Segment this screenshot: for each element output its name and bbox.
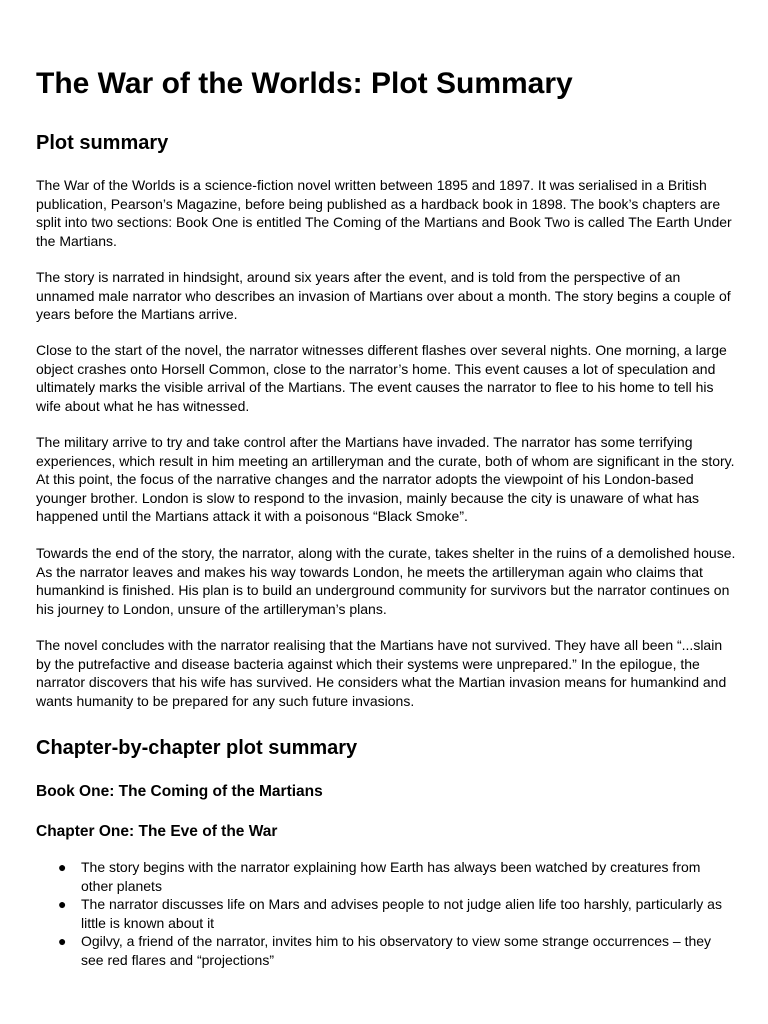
list-item [36,895,736,932]
list-item-text: The narrator discusses life on Mars and advises people to not judge alien life too harshly, particularly as little is known about it [81,896,722,931]
section-heading-chapter-summary: Chapter-by-chapter plot summary [36,737,358,759]
bullet-icon: ● [58,896,67,912]
list-item-text: Ogilvy, a friend of the narrator, invites him to his observatory to view some strange occurrences – they see red flares and “projections” [81,933,712,968]
paragraph-6: The novel concludes with the narrator realising that the Martians have not survived. They have all been “...slain by the putrefactive and disease bacteria against which their systems were unprepared.” In the epilogue, the narrator discovers that his wife has survived. He considers what the Martian invasion means for humankind and wants humanity to be prepared for any such future invasions. [36,637,727,709]
chapter-one-bullet-list [36,858,736,969]
list-item [36,932,736,969]
list-item-text: The story begins with the narrator explaining how Earth has always been watched by creatures from other planets [81,859,701,894]
paragraph-4: The military arrive to try and take control after the Martians have invaded. The narrator has some terrifying experiences, which result in him meeting an artilleryman and the curate, both of whom are significant in the story. At this point, the focus of the narrative changes and the narrator adopts the viewpoint of his London-based younger brother. London is slow to respond to the invasion, mainly because the city is unaware of what has happened until the Martians attack it with a poisonous “Black Smoke”. [36,434,735,524]
paragraph-3: Close to the start of the novel, the narrator witnesses different flashes over several nights. One morning, a large object crashes onto Horsell Common, close to the narrator’s home. This event causes a lot of speculation and ultimately marks the visible arrival of the Martians. The event causes the narrator to flee to his home to tell his wife about what he has witnessed. [36,342,727,414]
chapter-one-heading: Chapter One: The Eve of the War [36,823,278,840]
bullet-icon: ● [58,859,67,875]
paragraph-2: The story is narrated in hindsight, around six years after the event, and is told from the perspective of an unnamed male narrator who describes an invasion of Martians over about a month. The story begins a couple of years before the Martians arrive. [36,269,731,322]
document-title: The War of the Worlds: Plot Summary [36,67,573,100]
bullet-icon: ● [58,933,67,949]
list-item [36,858,736,895]
paragraph-5: Towards the end of the story, the narrator, along with the curate, takes shelter in the ruins of a demolished house. As the narrator leaves and makes his way towards London, he meets the artilleryman again who claims that humankind is finished. His plan is to build an underground community for survivors but the narrator continues on his journey to London, unsure of the artilleryman’s plans. [36,545,736,617]
book-one-heading: Book One: The Coming of the Martians [36,783,323,800]
section-heading-plot-summary: Plot summary [36,132,169,154]
paragraph-1: The War of the Worlds is a science-fiction novel written between 1895 and 1897. It was serialised in a British publication, Pearson’s Magazine, before being published as a hardback book in 1898. The book’s chapters are split into two sections: Book One is entitled The Coming of the Martians and Book Two is called The Earth Under the Martians. [36,177,732,249]
